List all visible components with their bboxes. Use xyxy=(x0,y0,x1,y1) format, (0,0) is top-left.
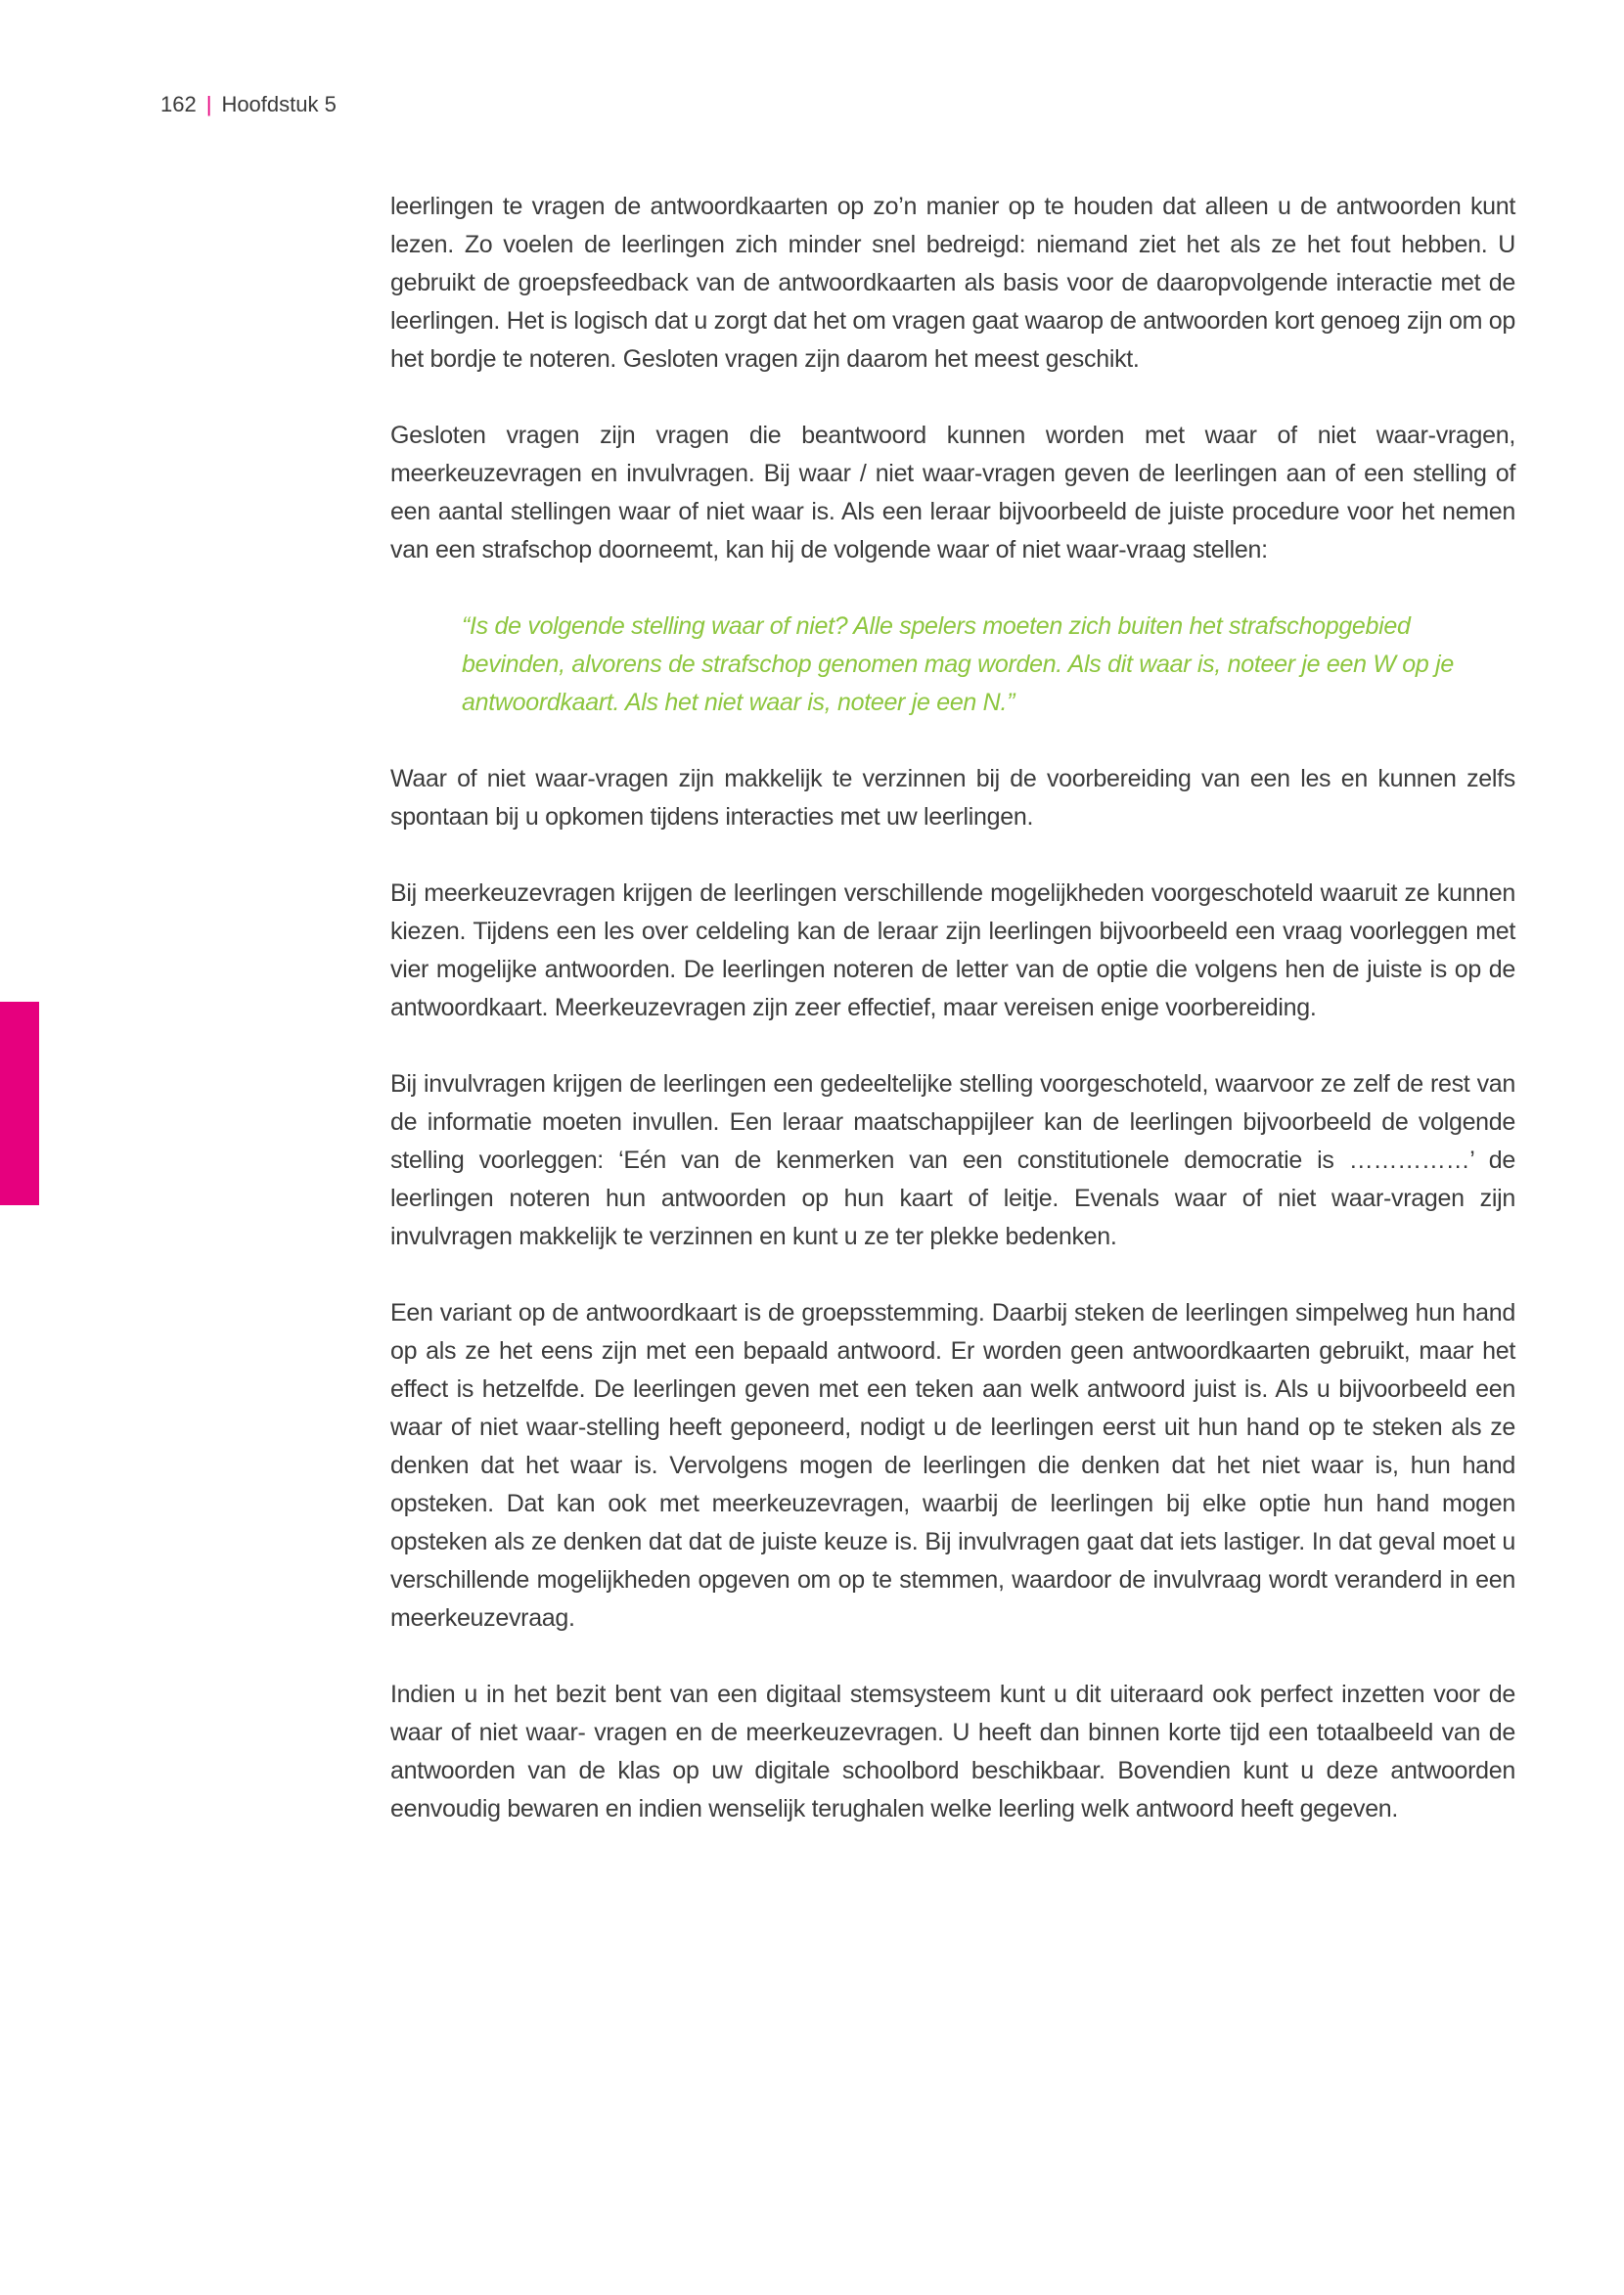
body-text xyxy=(390,188,1515,1867)
page-number: 162 xyxy=(160,92,197,116)
paragraph-closed-questions: Gesloten vragen zijn vragen die beantwoord kunnen worden met waar of niet waar-vragen, meerkeuzevragen en invulvragen. Bij waar / niet waar-vragen geven de leerlingen aan of een stelling of een aantal stellingen waar of niet waar is. Als een leraar bijvoorbeeld de juiste procedure voor het nemen van een strafschop doorneemt, kan hij de volgende waar of niet waar-vraag stellen: xyxy=(390,422,1515,563)
paragraph-fill-in: Bij invulvragen krijgen de leerlingen een gedeeltelijke stelling voorgeschoteld, waarvoor ze zelf de rest van de informatie moeten invullen. Een leraar maatschappijleer kan de leerlingen bijvoorbeeld de volgende stelling voorleggen: ‘Eén van de kenmerken van een constitutionele democratie is ……………’ de leerlingen noteren hun antwoorden op hun kaart of leitje. Evenals waar of niet waar-vragen zijn invulvragen makkelijk te verzinnen en kunt u ze ter plekke bedenken. xyxy=(390,1070,1515,1250)
header-separator: | xyxy=(205,92,212,116)
paragraph-multiple-choice: Bij meerkeuzevragen krijgen de leerlingen verschillende mogelijkheden voorgeschoteld waaruit ze kunnen kiezen. Tijdens een les over celdeling kan de leraar zijn leerlingen bijvoorbeeld een vraag voorleggen met vier mogelijke antwoorden. De leerlingen noteren de letter van de optie die volgens hen de juiste is op de antwoordkaart. Meerkeuzevragen zijn zeer effectief, maar vereisen enige voorbereiding. xyxy=(390,879,1515,1021)
paragraph-group-vote: Een variant op de antwoordkaart is de groepsstemming. Daarbij steken de leerlingen simpelweg hun hand op als ze het eens zijn met een bepaald antwoord. Er worden geen antwoordkaarten gebruikt, maar het effect is hetzelfde. De leerlingen geven met een teken aan welk antwoord juist is. Als u bijvoorbeeld een waar of niet waar-stelling heeft geponeerd, nodigt u de leerlingen eerst uit hun hand op te steken als ze denken dat het waar is. Vervolgens mogen de leerlingen die denken dat het niet waar is, hun hand opsteken. Dat kan ook met meerkeuzevragen, waarbij de leerlingen bij elke optie hun hand mogen opsteken als ze denken dat dat de juiste keuze is. Bij invulvragen gaat dat iets lastiger. In dat geval moet u verschillende mogelijkheden opgeven om op te stemmen, waardoor de invulvraag wordt veranderd in een meerkeuzevraag. xyxy=(390,1299,1515,1632)
paragraph-answer-cards: leerlingen te vragen de antwoordkaarten op zo’n manier op te houden dat alleen u de antwoorden kunt lezen. Zo voelen de leerlingen zich minder snel bedreigd: niemand ziet het als ze het fout hebben. U gebruikt de groepsfeedback van de antwoordkaarten als basis voor de daaropvolgende interactie met de leerlingen. Het is logisch dat u zorgt dat het om vragen gaat waarop de antwoorden kort genoeg zijn om op het bordje te noteren. Gesloten vragen zijn daarom het meest geschikt. xyxy=(390,193,1515,373)
chapter-side-tab xyxy=(0,1002,39,1205)
chapter-title: Hoofdstuk 5 xyxy=(221,92,337,116)
paragraph-digital-voting: Indien u in het bezit bent van een digitaal stemsysteem kunt u dit uiteraard ook perfect inzetten voor de waar of niet waar- vragen en de meerkeuzevragen. U heeft dan binnen korte tijd een totaalbeeld van de antwoorden van de klas op uw digitale schoolbord beschikbaar. Bovendien kunt u deze antwoorden eenvoudig bewaren en indien wenselijk terughalen welke leerling welk antwoord heeft gegeven. xyxy=(390,1681,1515,1822)
running-header xyxy=(160,90,337,119)
example-quote: “Is de volgende stelling waar of niet? Alle spelers moeten zich buiten het strafschopgebied bevinden, alvorens de strafschop genomen mag worden. Als dit waar is, noteer je een W op je antwoordkaart. Als het niet waar is, noteer je een N.” xyxy=(462,612,1455,716)
paragraph-true-false: Waar of niet waar-vragen zijn makkelijk te verzinnen bij de voorbereiding van een les en kunnen zelfs spontaan bij u opkomen tijdens interacties met uw leerlingen. xyxy=(390,765,1515,831)
